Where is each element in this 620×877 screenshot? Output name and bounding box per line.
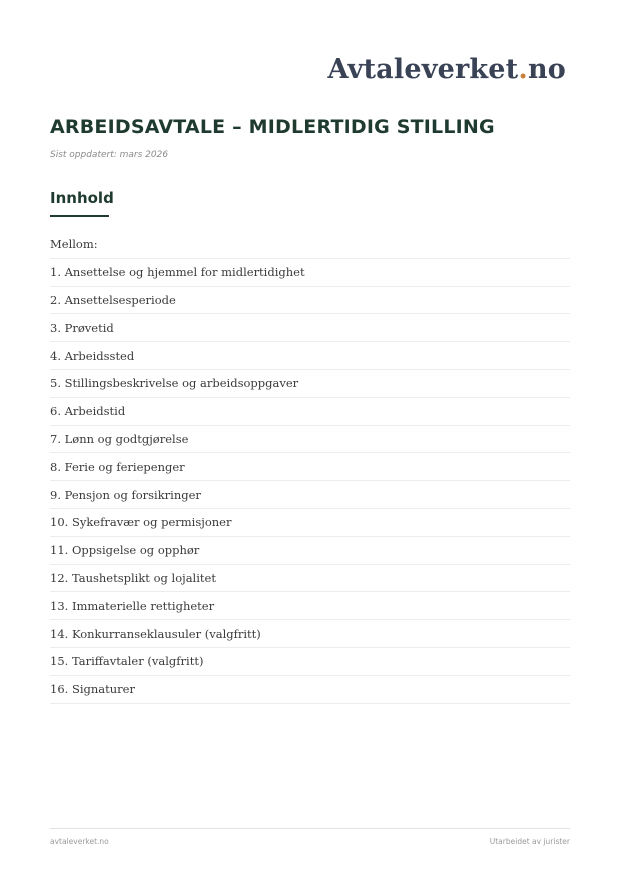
last-updated-text: Sist oppdatert: mars 2026 <box>50 150 169 160</box>
toc-item-6[interactable]: 6. Arbeidstid <box>50 398 570 426</box>
footer-credit: Utarbeidet av jurister <box>489 837 570 846</box>
logo-tld-text: no <box>527 54 566 85</box>
toc-item-8[interactable]: 8. Ferie og feriepenger <box>50 453 570 481</box>
toc-item-5[interactable]: 5. Stillingsbeskrivelse og arbeidsoppgaver <box>50 370 570 398</box>
toc-item-13[interactable]: 13. Immaterielle rettigheter <box>50 592 570 620</box>
toc-item-14[interactable]: 14. Konkurranseklausuler (valgfritt) <box>50 620 570 648</box>
document-title: ARBEIDSAVTALE – MIDLERTIDIG STILLING <box>50 116 495 138</box>
toc-item-15[interactable]: 15. Tariffavtaler (valgfritt) <box>50 648 570 676</box>
logo-dot: . <box>518 54 528 85</box>
footer-divider <box>50 828 570 829</box>
toc-item-4[interactable]: 4. Arbeidssted <box>50 342 570 370</box>
toc-item-2[interactable]: 2. Ansettelsesperiode <box>50 287 570 315</box>
toc-item-9[interactable]: 9. Pensjon og forsikringer <box>50 481 570 509</box>
toc-heading: Innhold <box>50 189 114 207</box>
toc-item-1[interactable]: 1. Ansettelse og hjemmel for midlertidighet <box>50 259 570 287</box>
toc-item-3[interactable]: 3. Prøvetid <box>50 314 570 342</box>
toc-item-7[interactable]: 7. Lønn og godtgjørelse <box>50 426 570 454</box>
toc-item-12[interactable]: 12. Taushetsplikt og lojalitet <box>50 565 570 593</box>
toc-item-10[interactable]: 10. Sykefravær og permisjoner <box>50 509 570 537</box>
toc-item-11[interactable]: 11. Oppsigelse og opphør <box>50 537 570 565</box>
logo-main-text: Avtaleverket <box>327 54 519 85</box>
toc-item-16[interactable]: 16. Signaturer <box>50 676 570 704</box>
table-of-contents <box>50 231 570 704</box>
toc-item-parties[interactable]: Mellom: <box>50 231 570 259</box>
site-logo[interactable] <box>328 52 566 88</box>
toc-heading-underline <box>50 215 109 217</box>
footer-site-link[interactable]: avtaleverket.no <box>50 837 109 846</box>
